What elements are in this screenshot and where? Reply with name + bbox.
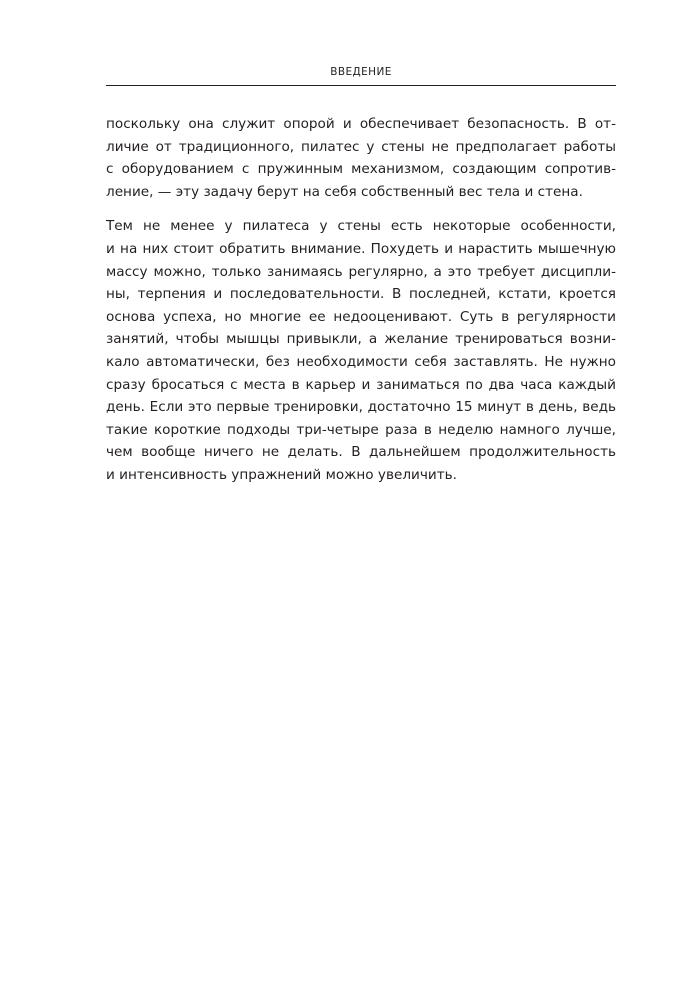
text-line: чем вообще ничего не делать. В дальнейшем продолжительность	[106, 444, 616, 461]
text-line: кало автоматически, без необходимости себя заставлять. Не нужно	[106, 353, 616, 370]
text-line: занятий, чтобы мышцы привыкли, а желание тренироваться возни-	[106, 331, 616, 348]
text-line: и интенсивность упражнений можно увеличить.	[106, 466, 457, 483]
running-head: ВВЕДЕНИЕ	[330, 66, 392, 78]
text-line: основа успеха, но многие ее недооценивают. Суть в регулярности	[106, 308, 616, 325]
text-line: личие от традиционного, пилатес у стены не предполагает работы	[106, 138, 616, 155]
text-line: сразу бросаться с места в карьер и заниматься по два часа каждый	[106, 376, 616, 393]
body-text	[106, 113, 616, 487]
text-line: ны, терпения и последовательности. В последней, кстати, кроется	[106, 286, 616, 303]
text-line: ление, — эту задачу берут на себя собственный вес тела и стена.	[106, 183, 583, 200]
text-line: день. Если это первые тренировки, достаточно 15 минут в день, ведь	[106, 399, 616, 416]
text-line: такие короткие подходы три-четыре раза в неделю намного лучше,	[106, 421, 616, 438]
text-line: с оборудованием с пружинным механизмом, создающим сопротив-	[106, 161, 616, 178]
text-line: Тем не менее у пилатеса у стены есть некоторые особенности,	[106, 218, 616, 235]
text-line: и на них стоит обратить внимание. Похудеть и нарастить мышечную	[106, 240, 616, 257]
text-line: массу можно, только занимаясь регулярно, а это требует дисципли-	[106, 263, 616, 280]
page-header	[106, 63, 616, 86]
paragraph-spacer	[106, 203, 616, 215]
paragraph-1	[106, 113, 616, 203]
paragraph-2	[106, 215, 616, 486]
text-line: поскольку она служит опорой и обеспечивает безопасность. В от-	[106, 116, 616, 132]
